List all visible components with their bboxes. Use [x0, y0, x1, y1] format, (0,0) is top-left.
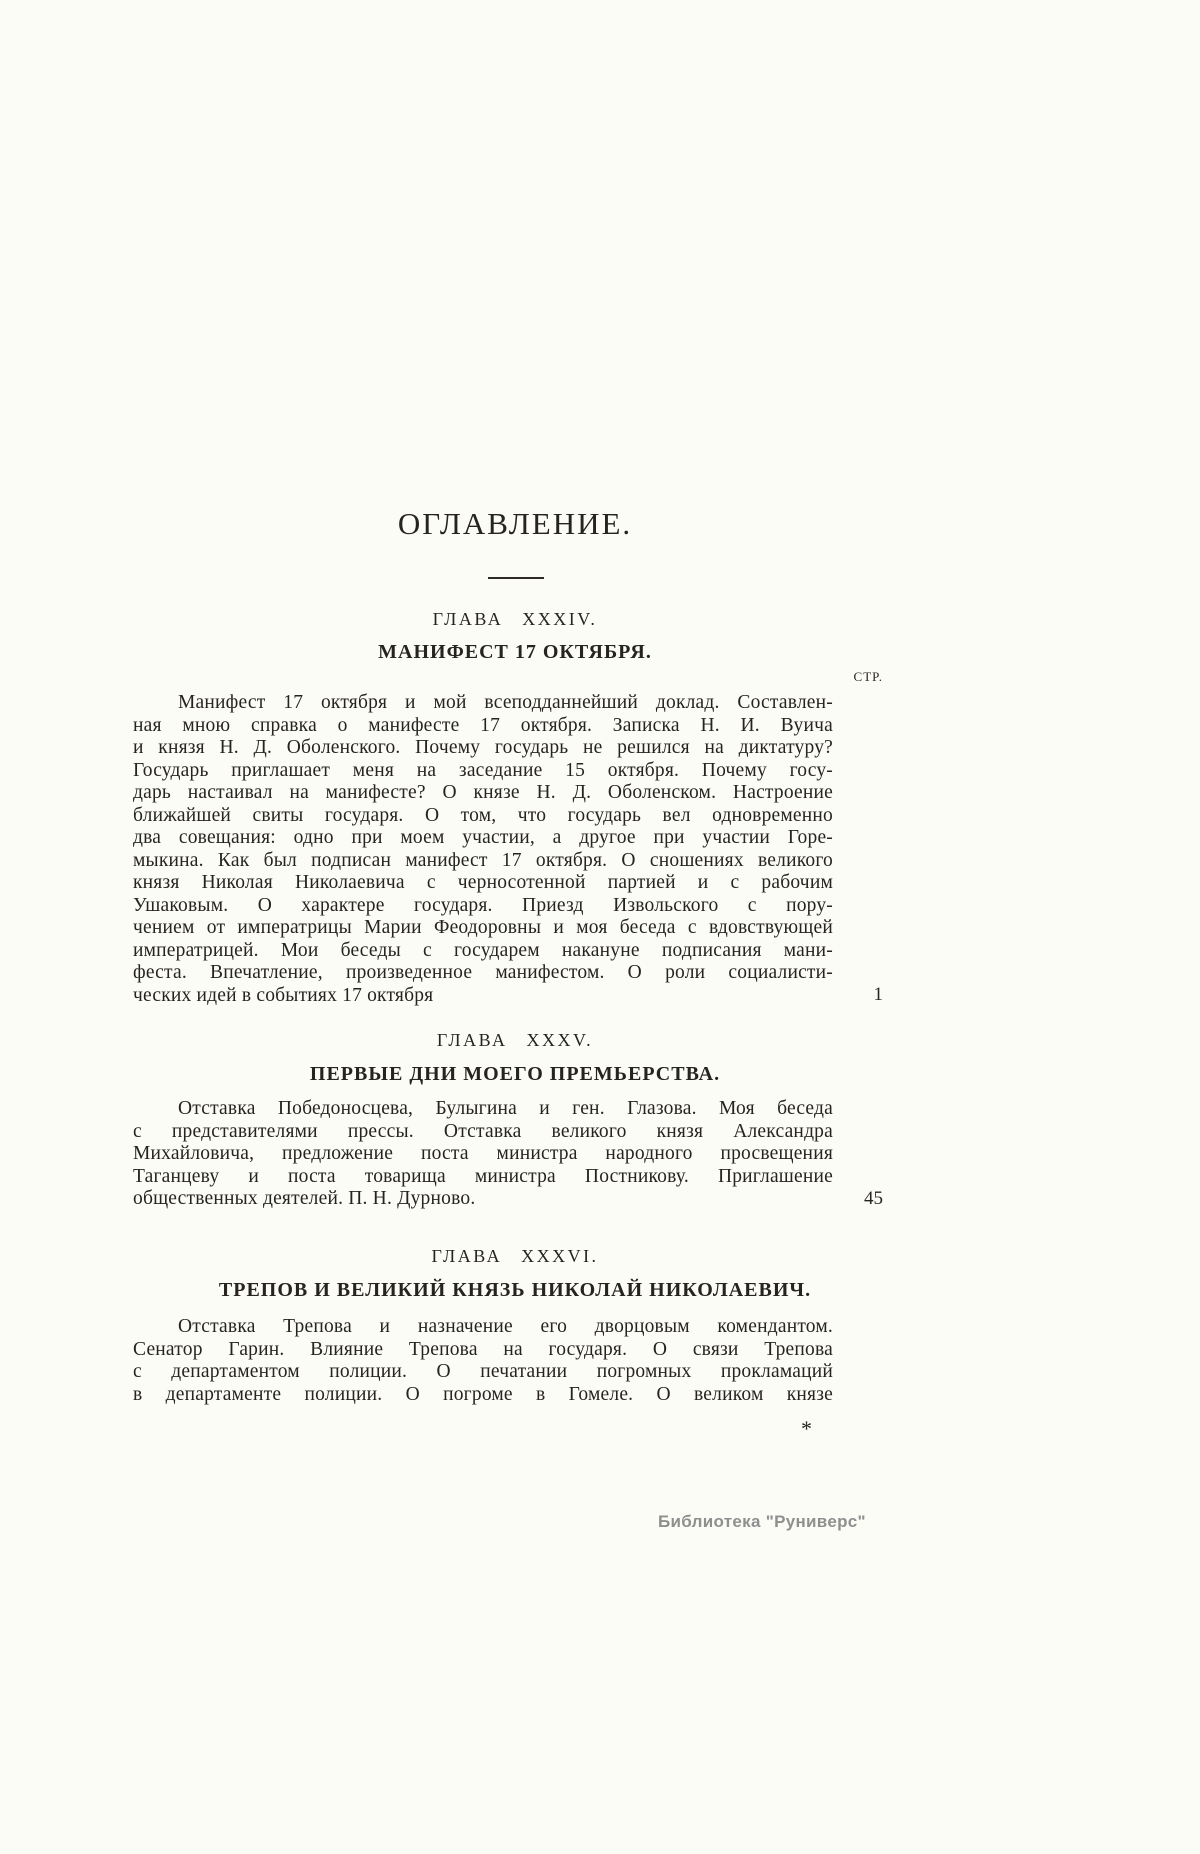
page-title: ОГЛАВЛЕНИЕ.: [397, 506, 633, 541]
toc-line: мыкина. Как был подписан манифест 17 октября. О сношениях великого: [133, 849, 833, 871]
toc-line: феста. Впечатление, произведенное манифестом. О роли социалисти-: [133, 962, 833, 983]
chapter-heading: ГЛАВА XXXIV.: [432, 609, 598, 629]
toc-line: чением от императрицы Марии Феодоровны и моя беседа с вдовствующей: [133, 917, 833, 938]
toc-line: Михайловича, предложение поста министра народного просвещения: [133, 1143, 833, 1164]
chapter-summary: [133, 1098, 883, 1211]
chapter-title: ТРЕПОВ И ВЕЛИКИЙ КНЯЗЬ НИКОЛАЙ НИКОЛАЕВИЧ.: [218, 1279, 812, 1301]
toc-line: два совещания: одно при моем участии, а другое при участии Горе-: [133, 827, 833, 848]
toc-line: ческих идей в событиях 17 октября: [133, 984, 434, 1006]
continuation-asterisk: *: [801, 1416, 812, 1441]
toc-line: дарь настаивал на манифесте? О князе Н. Д. Оболенском. Настроение: [133, 782, 833, 803]
chapter-lines: [133, 1098, 833, 1211]
toc-line: императрицей. Мои беседы с государем накануне подписания мани-: [133, 939, 833, 961]
title-divider: [488, 577, 544, 579]
chapter-title: ПЕРВЫЕ ДНИ МОЕГО ПРЕМЬЕРСТВА.: [309, 1063, 721, 1085]
chapter-lines: [133, 1316, 833, 1406]
page-column-header: СТР.: [853, 669, 883, 684]
toc-line: Ушаковым. О характере государя. Приезд Извольского с пору-: [133, 894, 833, 916]
toc-line: Манифест 17 октября и мой всеподданнейший доклад. Составлен-: [178, 692, 833, 713]
toc-line: с департаментом полиции. О печатании погромных прокламаций: [133, 1361, 833, 1382]
chapter-summary: [133, 692, 883, 1007]
toc-line: Государь приглашает меня на заседание 15 октября. Почему госу-: [133, 759, 833, 781]
page-number: 45: [864, 1187, 883, 1209]
toc-line: князя Николая Николаевича с черносотенной партией и с рабочим: [133, 872, 833, 893]
chapter-lines: [133, 692, 833, 1007]
toc-line: общественных деятелей. П. Н. Дурново.: [133, 1188, 476, 1209]
chapter-title: МАНИФЕСТ 17 ОКТЯБРЯ.: [378, 641, 652, 663]
toc-line: и князя Н. Д. Оболенского. Почему государь не решился на диктатуру?: [133, 737, 833, 758]
toc-content: [133, 0, 883, 1854]
toc-line: Таганцеву и поста товарища министра Постникову. Приглашение: [133, 1165, 833, 1187]
chapter-heading: ГЛАВА XXXVI.: [431, 1246, 599, 1266]
toc-line: с представителями прессы. Отставка великого князя Александра: [133, 1120, 833, 1142]
toc-line: Отставка Победоносцева, Булыгина и ген. Глазова. Моя беседа: [178, 1098, 833, 1119]
toc-line: ближайшей свиты государя. О том, что государь вел одновременно: [133, 804, 833, 826]
chapter-summary: [133, 1316, 883, 1406]
toc-line: Отставка Трепова и назначение его дворцовым комендантом.: [178, 1316, 833, 1337]
toc-line: Сенатор Гарин. Влияние Трепова на государя. О связи Трепова: [133, 1338, 833, 1360]
watermark: Библиотека "Руниверс": [658, 1512, 866, 1531]
toc-line: в департаменте полиции. О погроме в Гомеле. О великом князе: [133, 1383, 833, 1405]
chapter-heading: ГЛАВА XXXV.: [436, 1030, 594, 1050]
toc-line: ная мною справка о манифесте 17 октября. Записка Н. И. Вуича: [133, 714, 833, 736]
page-number: 1: [873, 984, 883, 1005]
